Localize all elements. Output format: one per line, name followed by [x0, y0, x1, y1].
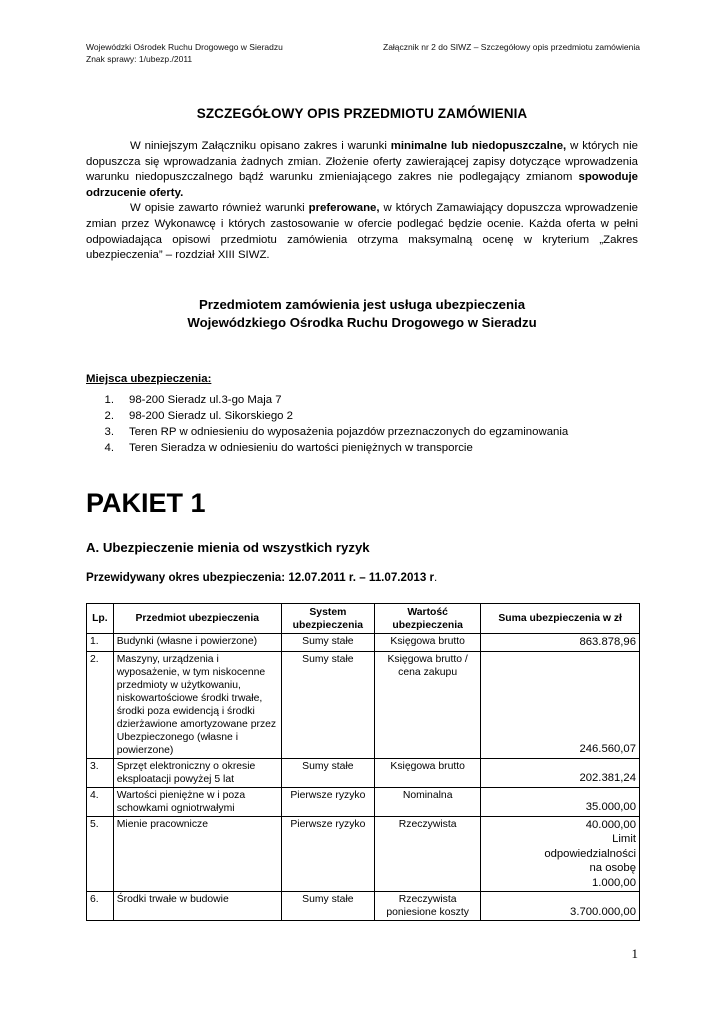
table-body: [87, 634, 640, 921]
intro-text: w których Zamawiający dopuszcza wprowadzenie zmian przez Wykonawcę i których zastosowanie w ofercie podlegać będzie ocenie. Każda oferta w pełni odpowiadająca opisowi przedmiotu zamówienia otrzyma maksymalną ocenę w kryterium „Zakres ubezpieczenia” – rozdział XIII SIWZ.: [86, 202, 638, 262]
insurance-table: [86, 603, 640, 921]
cell-lp: 5.: [87, 816, 114, 892]
list-item: [86, 408, 568, 424]
intro-bold: minimalne lub niedopuszczalne,: [390, 140, 567, 152]
col-header-value: Wartość ubezpieczenia: [374, 604, 480, 634]
list-item: [86, 424, 568, 440]
col-header-sum: Suma ubezpieczenia w zł: [481, 604, 640, 634]
cell-subject: Maszyny, urządzenia i wyposażenie, w tym niskocenne przedmioty w użytkowaniu, niskowartościowe środki trwałe, środki poza ewidencją i środki dzierżawione amortyzowane przez Ubezpieczonego (własne i powierzone): [113, 651, 281, 758]
list-item-text: 98-200 Sieradz ul.3-go Maja 7: [129, 394, 282, 406]
cell-sum: [481, 816, 640, 892]
places-list: [86, 392, 568, 456]
table-row: [87, 758, 640, 787]
list-item: [86, 392, 568, 408]
header-case-number: Znak sprawy: 1/ubezp./2011: [86, 54, 193, 64]
period-label: Przewidywany okres ubezpieczenia: 12.07.2011 r. – 11.07.2013: [86, 571, 430, 584]
intro-paragraph-1: [86, 139, 638, 201]
intro-bold: preferowane,: [308, 202, 380, 215]
pakiet-heading: PAKIET 1: [86, 488, 206, 518]
cell-value: Księgowa brutto / cena zakupu: [374, 651, 480, 758]
cell-lp: 3.: [87, 758, 114, 787]
section-a-heading: A. Ubezpieczenie mienia od wszystkich ryzyk: [86, 540, 370, 555]
table-row: [87, 892, 640, 921]
table-row: [87, 651, 640, 758]
list-item-number: 1.: [104, 394, 114, 406]
subject-line-1: Przedmiotem zamówienia jest usługa ubezpieczenia: [198, 297, 526, 312]
places-heading-colon: :: [207, 373, 212, 385]
intro-text: W opisie zawarto również warunki: [130, 202, 309, 215]
cell-sum: 202.381,24: [481, 758, 640, 787]
cell-system: Sumy stałe: [281, 634, 374, 652]
cell-value: Rzeczywista: [374, 816, 480, 892]
cell-system: Pierwsze ryzyko: [281, 816, 374, 892]
cell-system: Sumy stałe: [281, 651, 374, 758]
cell-lp: 4.: [87, 787, 114, 816]
list-item: [86, 440, 568, 456]
intro-section: [86, 139, 638, 264]
places-heading: [86, 373, 211, 385]
cell-value: Księgowa brutto: [374, 758, 480, 787]
intro-bold: spowoduje odrzucenie oferty.: [86, 171, 638, 199]
cell-sum-value: 40.000,00: [585, 818, 636, 831]
list-item-text: Teren RP w odniesieniu do wyposażenia pojazdów przeznaczonych do egzaminowania: [129, 426, 569, 438]
cell-system: Sumy stałe: [281, 758, 374, 787]
cell-subject: Wartości pieniężne w i poza schowkami ogniotrwałymi: [113, 787, 281, 816]
cell-lp: 6.: [87, 892, 114, 921]
col-header-lp: Lp.: [87, 604, 114, 634]
cell-sum: 863.878,96: [481, 634, 640, 652]
intro-paragraph-2: [86, 201, 638, 263]
list-item-text: 98-200 Sieradz ul. Sikorskiego 2: [129, 410, 293, 422]
header-org: Wojewódzki Ośrodek Ruchu Drogowego w Sieradzu: [86, 42, 283, 52]
list-item-number: 2.: [104, 410, 114, 422]
table-row: [87, 816, 640, 892]
header-attachment: Załącznik nr 2 do SIWZ – Szczegółowy opis przedmiotu zamówienia: [383, 42, 640, 52]
col-header-subject: Przedmiot ubezpieczenia: [113, 604, 281, 634]
subject-heading: [0, 296, 724, 332]
cell-system: Sumy stałe: [281, 892, 374, 921]
period-dot: .: [434, 571, 438, 584]
list-item-number: 3.: [104, 426, 114, 438]
table-row: [87, 787, 640, 816]
subject-line-2: Wojewódzkiego Ośrodka Ruchu Drogowego w Sieradzu: [187, 315, 537, 330]
cell-value: Rzeczywista poniesione koszty: [374, 892, 480, 921]
table-header-row: [87, 604, 640, 634]
page-header-left: [86, 41, 283, 65]
cell-sum: 246.560,07: [481, 651, 640, 758]
period-suffix: r: [429, 571, 435, 584]
intro-text: w których nie dopuszcza się wprowadzania żadnych zmian. Złożenie oferty zawierającej zapisy dotyczące wprowadzenia warunku niedopuszczalnego bądź warunku zmieniającego zakres nie podlegający zmianom: [86, 140, 639, 184]
cell-sum: 3.700.000,00: [481, 892, 640, 921]
cell-subject: Budynki (własne i powierzone): [113, 634, 281, 652]
places-heading-text: Miejsca ubezpieczenia: [86, 373, 208, 385]
cell-subject: Mienie pracownicze: [113, 816, 281, 892]
cell-value: Nominalna: [374, 787, 480, 816]
page-number: 1: [631, 946, 638, 961]
list-item-number: 4.: [104, 442, 114, 454]
cell-sum-limit: Limit odpowiedzialności na osobę 1.000,00: [544, 833, 637, 889]
document-title: SZCZEGÓŁOWY OPIS PRZEDMIOTU ZAMÓWIENIA: [196, 106, 528, 121]
list-item-text: Teren Sieradza w odniesieniu do wartości pieniężnych w transporcie: [129, 442, 473, 454]
cell-sum: 35.000,00: [481, 787, 640, 816]
intro-text: W niniejszym Załączniku opisano zakres i warunki: [130, 140, 391, 152]
table-row: [87, 634, 640, 652]
cell-system: Pierwsze ryzyko: [281, 787, 374, 816]
cell-lp: 2.: [87, 651, 114, 758]
insurance-period: [86, 571, 437, 584]
cell-lp: 1.: [87, 634, 114, 652]
cell-value: Księgowa brutto: [374, 634, 480, 652]
col-header-system: System ubezpieczenia: [281, 604, 374, 634]
cell-subject: Środki trwałe w budowie: [113, 892, 281, 921]
cell-subject: Sprzęt elektroniczny o okresie eksploatacji powyżej 5 lat: [113, 758, 281, 787]
